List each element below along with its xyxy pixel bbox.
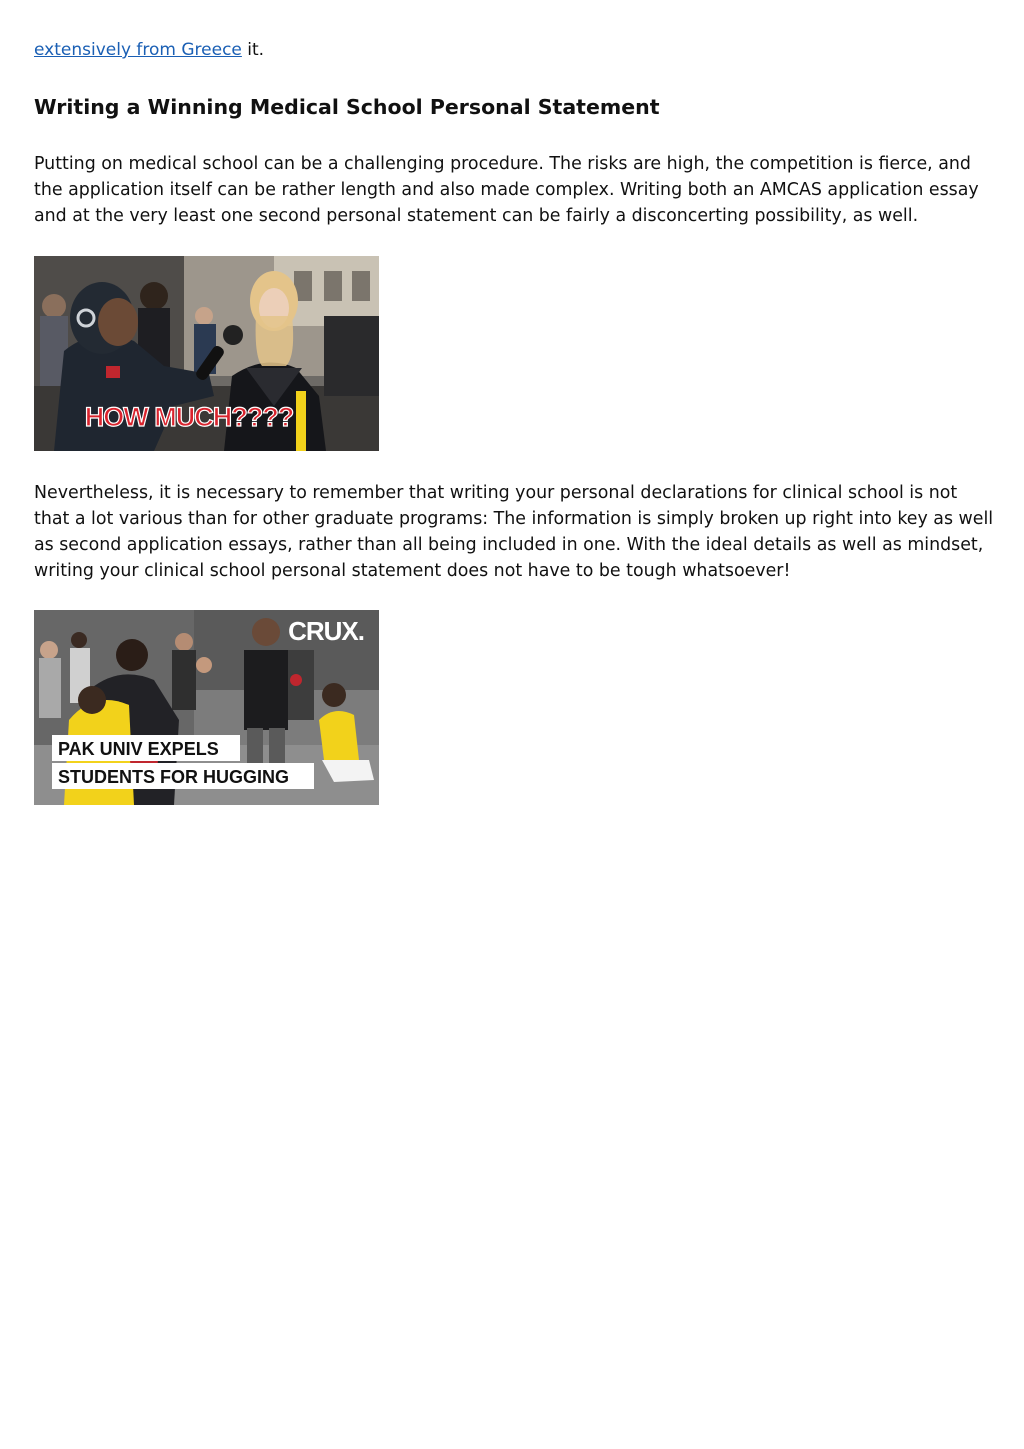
street-interview-image [34, 256, 379, 451]
image-caption: HOW MUCH???? [84, 402, 294, 432]
caption-line-1: PAK UNIV EXPELS [58, 739, 219, 759]
news-thumbnail-image [34, 610, 379, 805]
paragraph-2: Nevertheless, it is necessary to remember that writing your personal declarations for clinical school is not that a lot various than for other graduate programs: The information is simply broken up right into key as well as second application essays, rather than all being included in one. With the ideal details as well as mindset, writing your clinical school personal statement does not have to be tough whatsoever! [34, 483, 994, 581]
greece-link[interactable]: extensively from Greece [34, 40, 242, 60]
paragraph-1: Putting on medical school can be a challenging procedure. The risks are high, the competition is fierce, and the application itself can be rather length and also made complex. Writing both an AMCAS application essay and at the very least one second personal statement can be fairly a disconcerting possibility, as well. [34, 154, 979, 226]
intro-trailing-text: it. [241, 40, 265, 60]
caption-line-2: STUDENTS FOR HUGGING [58, 767, 290, 787]
section-heading: Writing a Winning Medical School Personal Statement [34, 95, 660, 119]
crux-logo: CRUX. [288, 616, 364, 646]
intro-line [34, 37, 264, 63]
